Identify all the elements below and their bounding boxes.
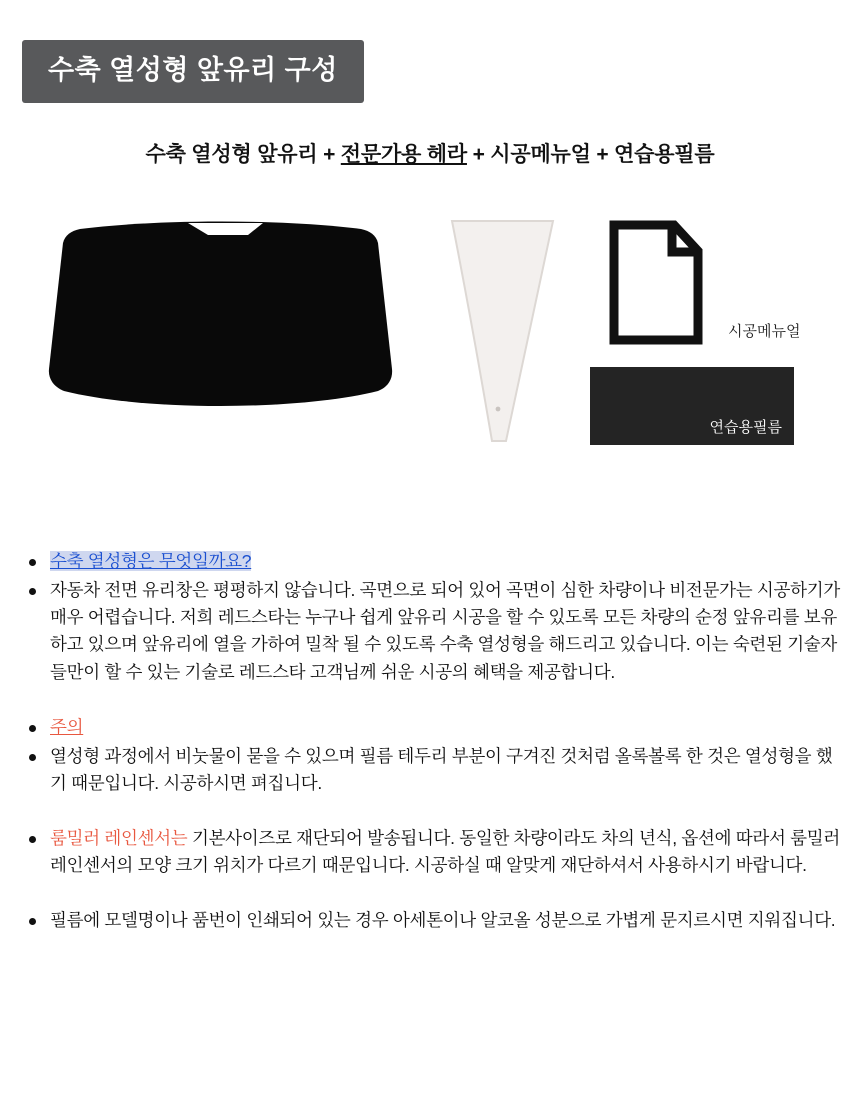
subtitle [0,138,860,168]
subtitle-underlined: 전문가용 헤라 [340,143,467,166]
practice-film-label: 연습용필름 [709,419,782,436]
body-content [22,548,840,936]
rain-sensor-rest: 기본사이즈로 재단되어 발송됩니다. 동일한 차량이라도 차의 년식, 옵션에 따라서 룸밀러 레인센서의 모양 크기 위치가 다르기 때문입니다. 시공하실 때 알맞게 재단하셔서 사용하시기 바랍니다. [50,828,840,876]
page-title-badge: 수축 열성형 앞유리 구성 [22,40,364,103]
squeegee-tool-icon [440,213,565,448]
practice-film-box [590,367,794,445]
spacer [22,688,840,714]
bullet-list [22,548,840,934]
caution-label: 주의 [50,716,84,737]
list-item-paragraph-4: 필름에 모델명이나 품번이 인쇄되어 있는 경우 아세톤이나 알코올 성분으로 가볍게 문지르시면 지워집니다. [22,907,840,934]
rain-sensor-accent: 룸밀러 레인센서는 [50,828,188,848]
question-link[interactable]: 수축 열성형은 무엇일까요? [50,551,252,571]
list-item-paragraph-2: 열성형 과정에서 비눗물이 묻을 수 있으며 필름 테두리 부분이 구겨진 것처럼 올록볼록 한 것은 열성형을 했기 때문입니다. 시공하시면 펴집니다. [22,743,840,797]
manual-label: 시공메뉴얼 [728,323,801,340]
windshield-film-icon [48,219,393,434]
spacer [22,881,840,907]
list-item-caution-heading [22,714,840,741]
list-item-question [22,548,840,575]
list-item-paragraph-1: 자동차 전면 유리창은 평평하지 않습니다. 곡면으로 되어 있어 곡면이 심한 차량이나 비전문가는 시공하기가 매우 어렵습니다. 저희 레드스타는 누구나 쉽게 앞유리 시공을 할 수 있도록 모든 차량의 순정 앞유리를 보유하고 있으며 앞유리에 열을 가하여 밀착 될 수 있도록 수축 열성형을 해드리고 있습니다. 이는 숙련된 기술자들만이 할 수 있는 기술로 레드스타 고객님께 쉬운 시공의 혜택을 제공합니다. [22,577,840,686]
document-icon [608,220,704,345]
product-illustration [0,195,860,495]
list-item-paragraph-3 [22,825,840,879]
subtitle-part-2: + 시공메뉴얼 + 연습용필름 [466,143,715,166]
subtitle-part-1: 수축 열성형 앞유리 + [145,143,341,166]
spacer [22,799,840,825]
